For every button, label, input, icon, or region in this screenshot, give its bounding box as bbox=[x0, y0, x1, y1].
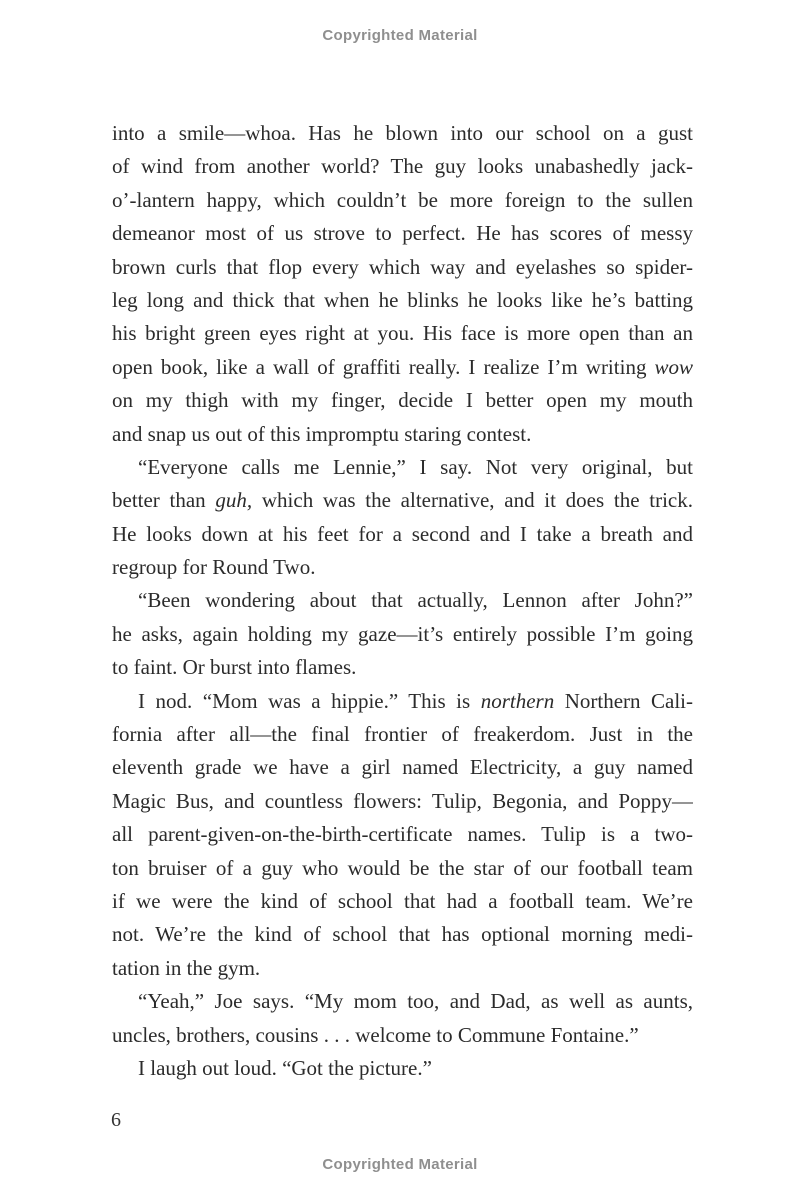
text-line bbox=[112, 518, 693, 551]
text-segment: if we were the kind of school that had a football team. We’re bbox=[112, 888, 693, 913]
text-segment: regroup for Round Two. bbox=[112, 555, 316, 580]
text-segment: better than bbox=[112, 488, 216, 513]
text-line bbox=[112, 985, 693, 1018]
text-segment: which was the alternative, and it does the trick. bbox=[252, 488, 693, 513]
copyright-notice-bottom: Copyrighted Material bbox=[322, 1156, 478, 1173]
text-segment: into a smile—whoa. Has he blown into our school on a gust bbox=[112, 121, 693, 145]
paragraph bbox=[112, 985, 693, 1052]
text-line bbox=[112, 184, 693, 217]
text-segment: and snap us out of this impromptu staring contest. bbox=[112, 421, 532, 446]
text-line bbox=[112, 551, 693, 584]
text-segment: eleventh grade we have a girl named Electricity, a guy named bbox=[112, 755, 693, 780]
copyright-notice-top: Copyrighted Material bbox=[322, 27, 478, 44]
text-segment: not. We’re the kind of school that has optional morning medi- bbox=[112, 922, 693, 947]
text-line bbox=[112, 217, 693, 250]
paragraph bbox=[112, 451, 693, 585]
text-segment: of wind from another world? The guy looks unabashedly jack- bbox=[112, 154, 693, 179]
text-segment: his bright green eyes right at you. His face is more open than an bbox=[112, 321, 693, 346]
text-line bbox=[112, 852, 693, 885]
paragraph bbox=[112, 1052, 693, 1085]
text-segment: “Yeah,” Joe says. “My mom too, and Dad, as well as aunts, bbox=[138, 989, 693, 1014]
paragraph bbox=[112, 685, 693, 986]
paragraph bbox=[112, 117, 693, 451]
italic-text: guh, bbox=[215, 488, 253, 513]
text-segment: demeanor most of us strove to perfect. He has scores of messy bbox=[112, 221, 693, 246]
text-line bbox=[112, 1019, 693, 1052]
text-line bbox=[112, 150, 693, 183]
text-segment: I nod. “Mom was a hippie.” This is bbox=[138, 688, 481, 713]
text-segment: I laugh out loud. “Got the picture.” bbox=[138, 1055, 432, 1080]
body-text bbox=[112, 117, 693, 1085]
text-line bbox=[112, 718, 693, 751]
text-line bbox=[112, 918, 693, 951]
text-segment: He looks down at his feet for a second and I take a breath and bbox=[112, 521, 693, 546]
text-segment: to faint. Or burst into flames. bbox=[112, 655, 357, 680]
text-line bbox=[112, 618, 693, 651]
text-segment: brown curls that flop every which way and eyelashes so spider- bbox=[112, 254, 693, 279]
text-segment: he asks, again holding my gaze—it’s entirely possible I’m going bbox=[112, 621, 693, 646]
text-line bbox=[112, 317, 693, 350]
text-line bbox=[112, 885, 693, 918]
text-line bbox=[112, 117, 693, 150]
text-segment: on my thigh with my finger, decide I better open my mouth bbox=[112, 388, 693, 413]
page-number: 6 bbox=[111, 1109, 121, 1131]
text-line bbox=[112, 351, 693, 384]
text-line bbox=[112, 685, 693, 718]
text-segment: uncles, brothers, cousins . . . welcome to Commune Fontaine.” bbox=[112, 1022, 639, 1047]
text-line bbox=[112, 785, 693, 818]
text-segment: Magic Bus, and countless flowers: Tulip, Begonia, and Poppy— bbox=[112, 788, 693, 813]
text-line bbox=[112, 818, 693, 851]
text-line bbox=[112, 418, 693, 451]
text-line bbox=[112, 1052, 693, 1085]
text-segment: tation in the gym. bbox=[112, 955, 261, 980]
text-line bbox=[112, 584, 693, 617]
text-line bbox=[112, 651, 693, 684]
text-segment: Northern Cali- bbox=[554, 688, 693, 713]
text-segment: leg long and thick that when he blinks he looks like he’s batting bbox=[112, 287, 693, 312]
text-segment: ton bruiser of a guy who would be the star of our football team bbox=[112, 855, 693, 880]
text-segment: all parent-given-on-the-birth-certificate names. Tulip is a two- bbox=[112, 822, 693, 847]
text-line bbox=[112, 284, 693, 317]
text-line bbox=[112, 384, 693, 417]
text-line bbox=[112, 952, 693, 985]
paragraph bbox=[112, 584, 693, 684]
text-segment: open book, like a wall of graffiti really. I realize I’m writing bbox=[112, 354, 655, 379]
text-segment: “Everyone calls me Lennie,” I say. Not very original, but bbox=[138, 454, 693, 479]
text-line bbox=[112, 251, 693, 284]
text-line bbox=[112, 451, 693, 484]
text-segment: o’-lantern happy, which couldn’t be more foreign to the sullen bbox=[112, 187, 693, 212]
text-line bbox=[112, 484, 693, 517]
text-segment: “Been wondering about that actually, Lennon after John?” bbox=[138, 588, 693, 613]
italic-text: northern bbox=[480, 688, 555, 713]
text-segment: fornia after all—the final frontier of freakerdom. Just in the bbox=[112, 722, 693, 747]
italic-text: wow bbox=[654, 354, 693, 379]
text-line bbox=[112, 751, 693, 784]
